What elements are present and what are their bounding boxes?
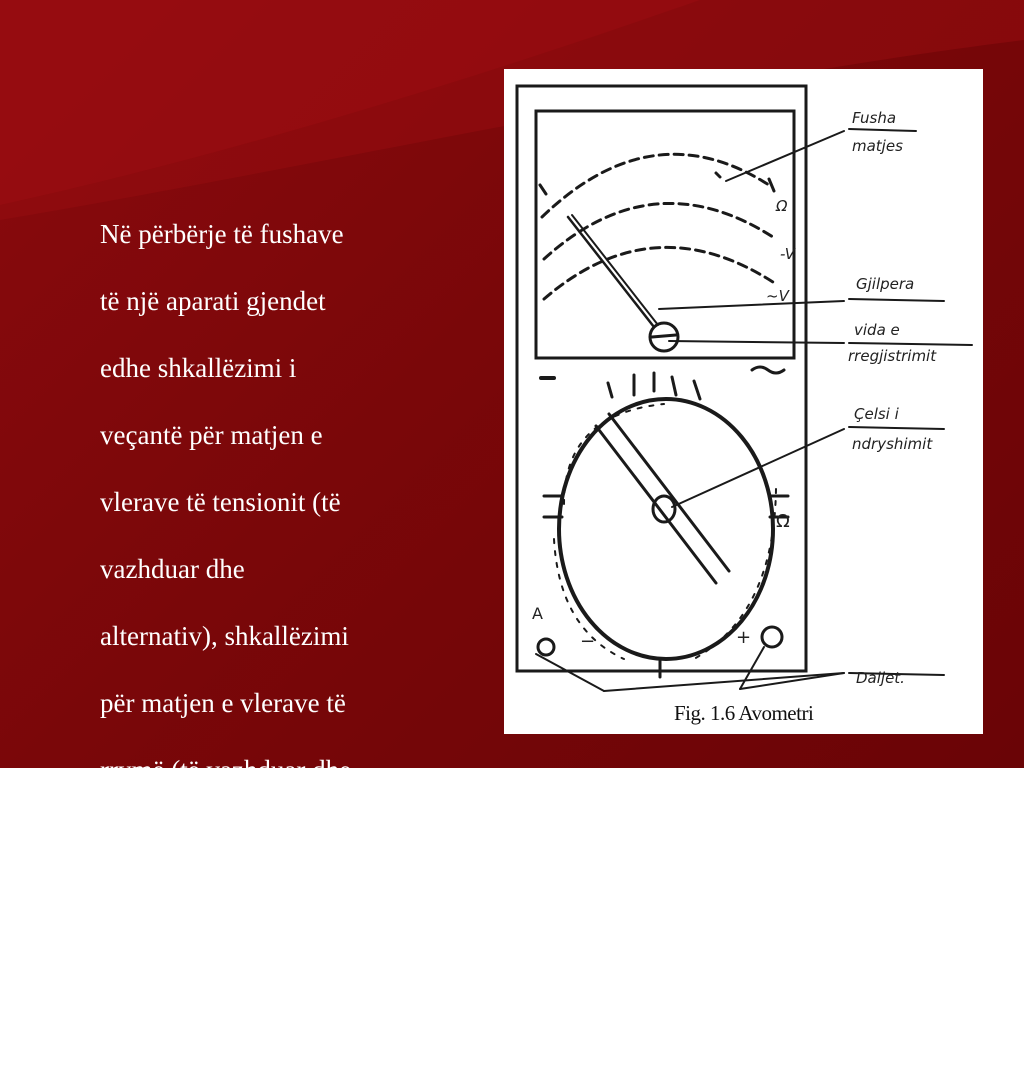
label-matjes: matjes: [852, 137, 903, 155]
body-line: edhe shkallëzimi i: [100, 352, 297, 383]
scale-ohm-symbol: Ω: [776, 197, 788, 215]
label-gjilpera: Gjilpera: [856, 275, 915, 293]
leader-daljet: [604, 673, 844, 691]
scale-ac-symbol: ~V: [766, 287, 789, 305]
leader-gjilpera: [659, 301, 844, 309]
terminal-a-label: A: [532, 604, 543, 623]
avometer-figure: [504, 69, 983, 734]
body-line: shkallëzimet për: [100, 888, 278, 919]
scale-arc-top: [542, 154, 772, 217]
body-line: vazhduar dhe: [100, 553, 245, 584]
label-fusha: Fusha: [852, 109, 897, 127]
body-line: alternative) dhe: [100, 821, 269, 852]
leader-fusha: [726, 131, 844, 181]
selector-dial: [559, 399, 773, 659]
body-line: veçantë për matjen e: [100, 419, 323, 450]
scale-arc-bottom: [544, 247, 776, 299]
terminal-minus-label: −: [580, 631, 596, 652]
label-vida: vida e: [854, 321, 900, 339]
body-line: rezistencës.: [100, 1022, 226, 1053]
body-line: për matjen e vlerave të: [100, 687, 346, 718]
terminal-plus-label: +: [736, 627, 752, 648]
label-celsi: Çelsi i: [854, 405, 899, 423]
label-ndryshimit: ndryshimit: [852, 435, 933, 453]
leader-vida: [669, 341, 844, 343]
body-line: rrymë (të vazhduar dhe: [100, 754, 352, 785]
label-daljet: Daljet.: [856, 669, 905, 687]
body-line: të një aparati gjendet: [100, 285, 326, 316]
avometer-drawing: [504, 69, 983, 734]
dial-ohm-symbol: Ω: [776, 511, 790, 532]
scale-dc-symbol: -V: [780, 245, 796, 263]
selector-knob: [653, 496, 675, 522]
figure-caption: Fig. 1.6 Avometri: [674, 701, 814, 725]
leader-celsi: [672, 429, 844, 507]
body-line: vlerave të tensionit (të: [100, 486, 341, 517]
label-rregjistrimit: rregjistrimit: [848, 347, 937, 365]
body-line: Në përbërje të fushave: [100, 218, 344, 249]
selector-bar: [609, 414, 729, 571]
terminal-positive: [762, 627, 782, 647]
body-line: alternativ), shkallëzimi: [100, 620, 349, 651]
slide-body-text: [100, 184, 500, 1089]
body-line: matjen e vlerave të: [100, 955, 305, 986]
terminal-negative: [538, 639, 554, 655]
